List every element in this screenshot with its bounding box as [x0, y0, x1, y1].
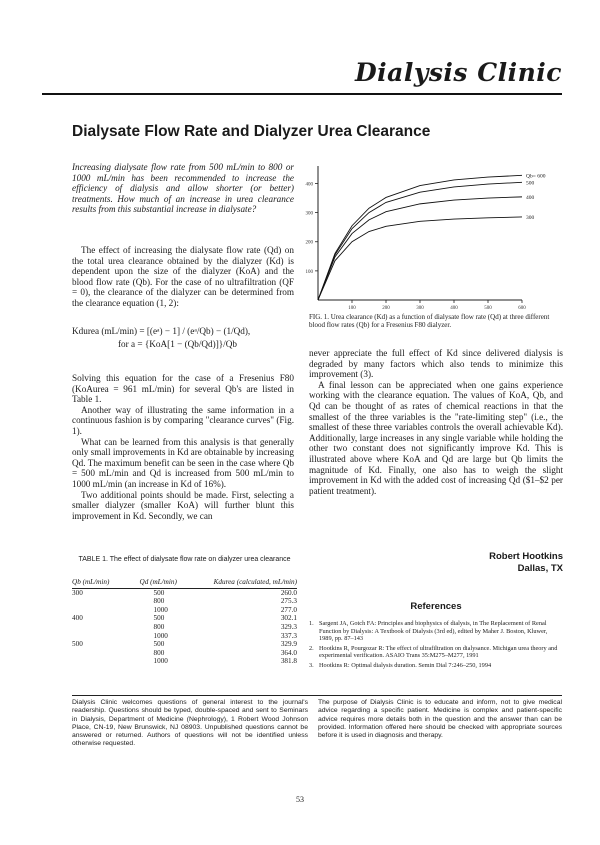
reference-number: 2. [309, 644, 314, 652]
cell-qd: 800 [153, 622, 165, 631]
y-tick-label: 200 [305, 240, 313, 246]
reference-item [309, 662, 563, 670]
column-header-qd: Qd (mL/min) [140, 577, 196, 588]
header-rule [42, 93, 562, 95]
footer-disclaimer: The purpose of Dialysis Clinic is to educate and inform, not to give medical advice regarding a specific patient. Medicine is complex and patient-specific advice requires more details both in the question and the answer than can be provided. Information offered here should be checked with appropriate sources before it is used in diagnosis and therapy. [318, 699, 562, 740]
author-location: Dallas, TX [517, 563, 563, 574]
column-header-kd: Kdurea (calculated, mL/min) [196, 577, 297, 588]
figure-caption: FIG. 1. Urea clearance (Kd) as a function of dialysate flow rate (Qd) at three different blood flow rates (Qb) for a Fresenius F80 dialyzer. [309, 313, 550, 330]
author-block [370, 551, 563, 575]
series-line [318, 217, 522, 300]
y-tick-label: 100 [305, 269, 313, 275]
cell-qb [72, 632, 140, 641]
footer-submission-note: Dialysis Clinic welcomes questions of general interest to the journal's readership. Questions should be typed, double-spaced and sent to Seminars in Dialysis, Department of Medicine (Nephrology), 1 Robert Wood Johnson Place, CN-19, New Brunswick, NJ 08903. Unpublished questions cannot be answered or returned. Authors of questions will not be identified unless otherwise requested. [72, 699, 308, 748]
cell-kd: 302.1 [280, 614, 297, 623]
body-intro-text: The effect of increasing the dialysate flow rate (Qd) on the total urea clearance obtained by the dialyzer (Kd) is dependent upon the size of the dialyzer (KoA) and the blood flow rate (Qb). For the case of no ultrafiltration (QF = 0), the clearance of the dialyzer can be determined from the clearance equation (1, 2): [72, 245, 294, 308]
x-tick-label: 500 [484, 306, 492, 311]
cell-qb: 500 [72, 640, 83, 649]
reference-text: Sargent JA, Gotch FA: Principles and biophysics of dialysis, in The Replacement of Renal Function by Dialysis: A Textbook of Dialysis (3rd ed), edited by Maher J. Boston, Kluwer, 1989, pp. 87–143 [319, 620, 548, 643]
table-row [72, 632, 297, 641]
cell-qb [72, 623, 140, 632]
cell-qd: 800 [153, 648, 165, 657]
y-tick-label: 300 [305, 211, 313, 217]
x-tick-label: 400 [450, 306, 458, 311]
cell-qd: 1000 [153, 631, 168, 640]
body-right-column [309, 348, 563, 496]
clearance-chart [300, 158, 562, 311]
series-label: Qb= 600 [526, 173, 546, 180]
table-row [72, 649, 297, 658]
cell-kd: 329.3 [280, 622, 297, 631]
cell-qd: 500 [153, 588, 165, 597]
body-intro [72, 245, 294, 309]
body-paragraph: Another way of illustrating the same information in a continuous fashion is by comparing "clearance curves" (Fig. 1). [72, 404, 294, 436]
cell-qb [72, 649, 140, 658]
table-caption: TABLE 1. The effect of dialysate flow rate on dialyzer urea clearance [78, 556, 291, 563]
cell-kd: 337.3 [280, 631, 297, 640]
x-tick-label: 300 [416, 306, 424, 311]
author-name: Robert Hootkins [489, 551, 563, 562]
series-line [318, 182, 522, 300]
cell-qd: 500 [153, 640, 165, 649]
y-tick-label: 400 [305, 182, 313, 188]
cell-qd: 800 [153, 597, 165, 606]
table-row [72, 614, 297, 623]
cell-kd: 329.9 [280, 640, 297, 649]
references-list [309, 620, 563, 672]
page-number: 53 [296, 795, 304, 804]
cell-kd: 364.0 [280, 648, 297, 657]
reference-text: Hootkins R, Pourgozar R: The effect of ultrafiltration on dialysance. Michigan urea theory and experimental verification. ASAIO Trans 35:M275–M277, 1991 [319, 644, 558, 660]
cell-qb [72, 657, 140, 666]
body-paragraph: A final lesson can be appreciated when one gains experience working with the clearance equation. The values of KoA, Qb, and Qd can be thought of as rates of chemical reactions in that the smallest of the three variables is the "rate-limiting step" (i.e., the smallest of these three variables controls the overall achievable Kd). Additionally, large increases in any single variable while holding the other two constant does not significantly improve Kd. This is illustrated above where KoA and Qd are large but Qb limits the magnitude of Kd. Finally, one also has to weigh the slight improvement in Kd with the added cost of increasing Qd ($1–$2 per patient treatment). [309, 379, 563, 496]
clearance-chart-svg [300, 158, 562, 311]
footer-rule [72, 695, 562, 696]
table-row [72, 640, 297, 649]
table-header-row [72, 577, 297, 588]
cell-qb: 300 [72, 588, 83, 597]
x-tick-label: 100 [348, 306, 356, 311]
column-header-qb: Qb (mL/min) [72, 577, 140, 588]
x-tick-label: 200 [382, 306, 390, 311]
section-brand: Dialysis Clinic [354, 58, 562, 87]
article-title: Dialysate Flow Rate and Dialyzer Urea Clearance [72, 123, 431, 140]
cell-qd: 500 [153, 614, 165, 623]
body-paragraph: never appreciate the full effect of Kd since delivered dialysis is degraded by many factors which also tends to minimize this improvement (3). [309, 348, 563, 380]
cell-kd: 277.0 [280, 605, 297, 614]
table-row [72, 606, 297, 615]
clearance-equation [72, 325, 300, 351]
table-row [72, 588, 297, 597]
equation-line-1: Kdurea (mL/min) = [(eᵃ) − 1] / (eᵃ/Qb) − (1/Qd), [72, 326, 251, 336]
series-label: 300 [526, 214, 535, 221]
cell-kd: 260.0 [280, 588, 297, 597]
x-tick-label: 600 [518, 306, 526, 311]
series-label: 400 [526, 194, 535, 201]
reference-text: Hootkins R: Optimal dialysis duration. Semin Dial 7:246–250, 1994 [319, 661, 492, 669]
body-paragraph: Two additional points should be made. First, selecting a smaller dialyzer (smaller KoA) will further blunt this improvement in Kd. Secondly, we can [72, 489, 294, 521]
equation-line-2: for a = {KoA[1 − (Qb/Qd)]}/Qb [118, 339, 237, 349]
reference-item [309, 645, 563, 660]
table-row [72, 597, 297, 606]
reference-number: 1. [309, 620, 314, 627]
cell-qd: 1000 [153, 605, 168, 614]
table-row [72, 623, 297, 632]
series-label: 500 [526, 180, 535, 187]
reference-number: 3. [309, 661, 314, 669]
clearance-table [72, 577, 297, 666]
references-heading: References [410, 601, 462, 612]
lead-paragraph [72, 162, 294, 215]
lead-text: Increasing dialysate flow rate from 500 mL/min to 800 or 1000 mL/min has been recommended to increase the efficiency of dialysis and allow shorter (or better) treatments. How much of an increase in urea clearance results from this substantial increase in dialysate? [72, 162, 294, 215]
cell-qb: 400 [72, 614, 83, 623]
cell-kd: 381.8 [280, 657, 297, 666]
cell-qb [72, 606, 140, 615]
series-line [318, 197, 522, 300]
reference-item [309, 620, 563, 643]
cell-qb [72, 597, 140, 606]
body-paragraph: Solving this equation for the case of a Fresenius F80 (KoAurea = 961 mL/min) for several Qb's are listed in Table 1. [72, 373, 294, 405]
body-paragraph: What can be learned from this analysis is that generally only small improvements in Kd are obtainable by increasing Qd. The maximum benefit can be seen in the case where Qb = 500 mL/min and Qd is increased from 500 mL/min to 1000 mL/min (an increase in Kd of 16%). [72, 436, 294, 489]
cell-kd: 275.3 [280, 597, 297, 606]
table-row [72, 657, 297, 666]
cell-qd: 1000 [153, 657, 168, 666]
body-left-column [72, 373, 294, 521]
